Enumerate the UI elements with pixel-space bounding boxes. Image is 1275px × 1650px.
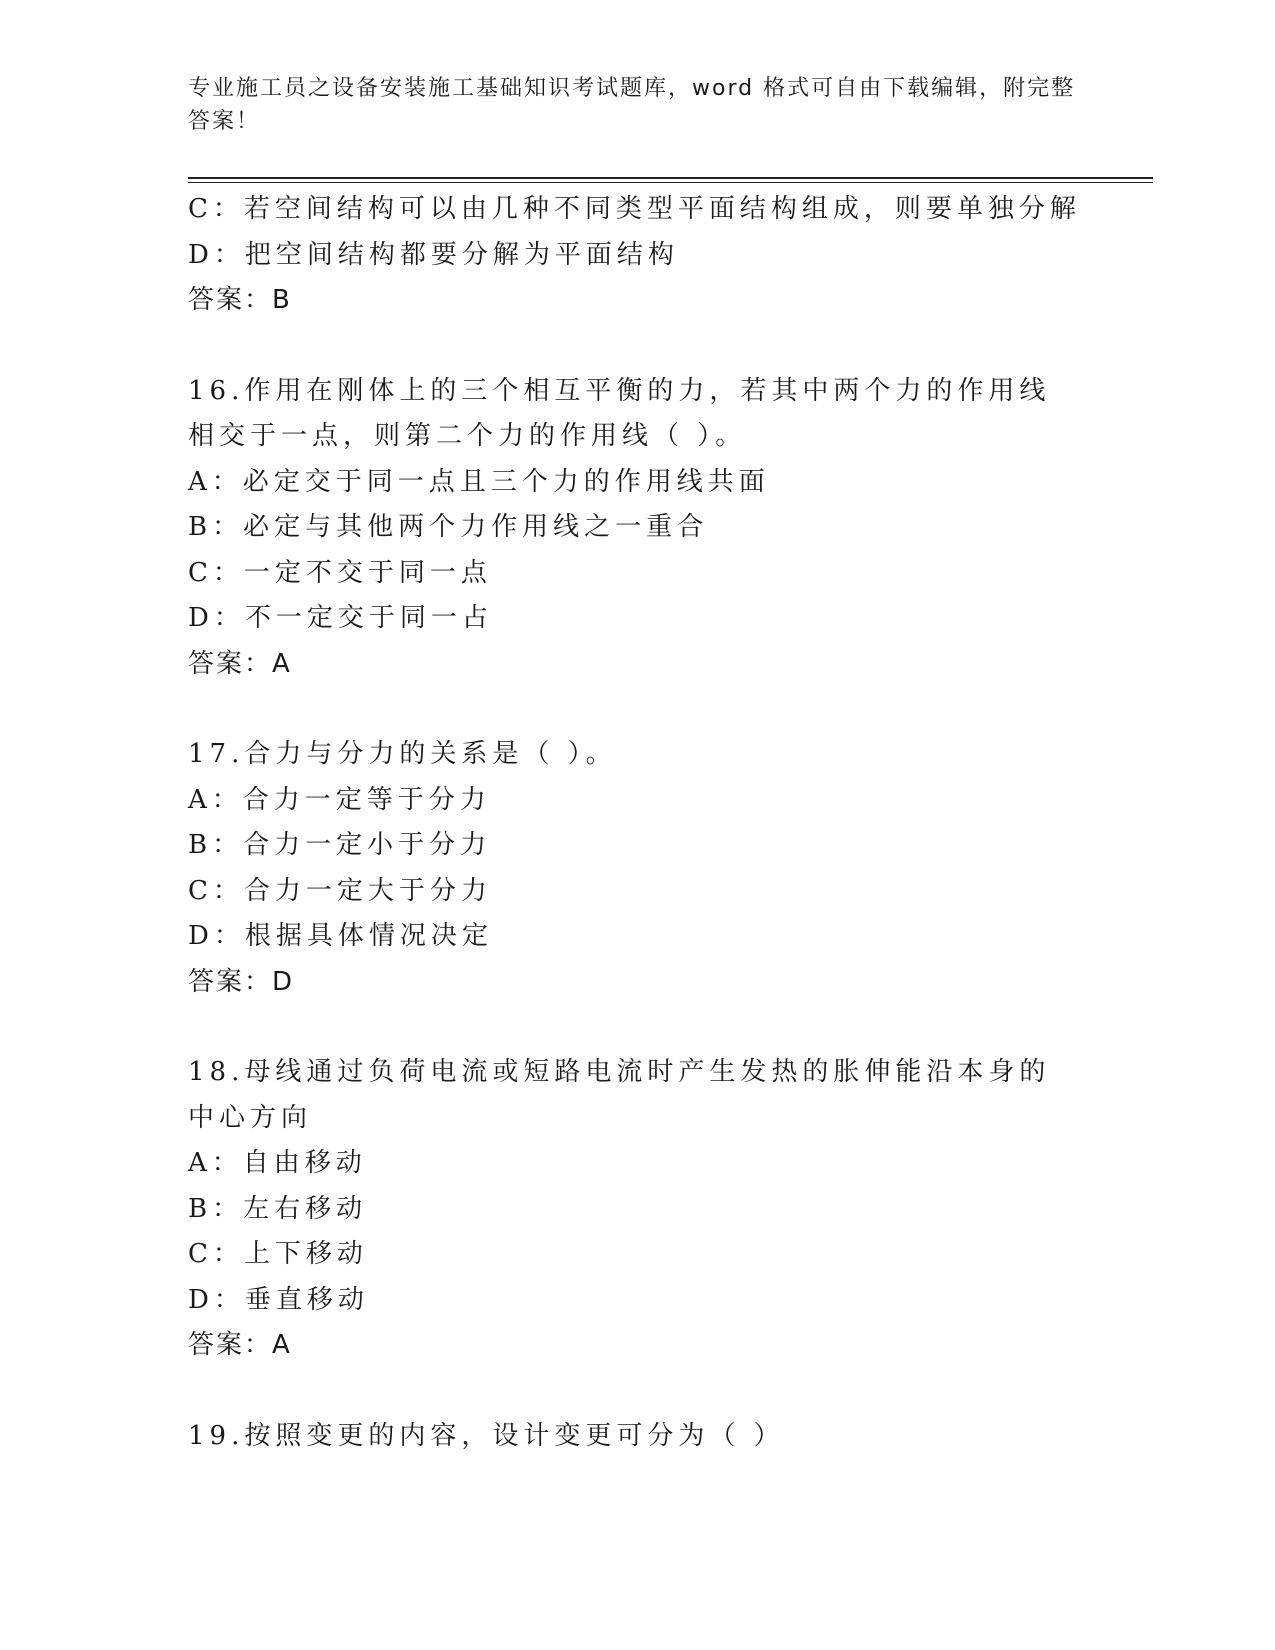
question-17	[188, 732, 1088, 1005]
question-16	[188, 369, 1088, 688]
option-c: C：若空间结构可以由几种不同类型平面结构组成，则要单独分解	[188, 194, 1081, 224]
option-a: A：自由移动	[188, 1148, 367, 1178]
question-list	[188, 187, 1088, 1459]
answer-label: 答案：A	[188, 648, 292, 679]
option-b: B：必定与其他两个力作用线之一重合	[188, 512, 709, 542]
question-19	[188, 1414, 1088, 1460]
option-b: B：左右移动	[188, 1193, 368, 1224]
option-c: C：一定不交于同一点	[188, 557, 492, 588]
option-d: D：垂直移动	[188, 1284, 369, 1315]
option-d: D：把空间结构都要分解为平面结构	[188, 239, 679, 270]
answer-label: 答案：D	[188, 966, 295, 997]
option-c: C：合力一定大于分力	[188, 875, 492, 906]
option-a: A：合力一定等于分力	[188, 784, 491, 815]
option-a: A：必定交于同一点且三个力的作用线共面	[188, 466, 770, 497]
option-b: B：合力一定小于分力	[188, 830, 492, 860]
answer-label: 答案：B	[188, 285, 292, 315]
option-c: C：上下移动	[188, 1239, 368, 1269]
option-d: D：不一定交于同一占	[188, 603, 493, 633]
header-divider-thin	[188, 182, 1153, 183]
question-stem: 16.作用在刚体上的三个相互平衡的力，若其中两个力的作用线相交于一点，则第二个力的作用线（ ）。	[188, 375, 1051, 451]
answer-label: 答案：A	[188, 1330, 292, 1360]
header-divider-thick	[188, 177, 1153, 179]
question-stem: 17.合力与分力的关系是（ ）。	[188, 739, 617, 769]
prev-question-block	[188, 187, 1088, 324]
question-stem: 18.母线通过负荷电流或短路电流时产生发热的胀伸能沿本身的中心方向	[188, 1057, 1051, 1133]
document-header: 专业施工员之设备安装施工基础知识考试题库，word 格式可自由下载编辑，附完整答案！	[188, 76, 1076, 134]
option-d: D：根据具体情况决定	[188, 921, 493, 951]
question-stem: 19.按照变更的内容，设计变更可分为（ ）	[188, 1420, 785, 1451]
question-18	[188, 1050, 1088, 1369]
